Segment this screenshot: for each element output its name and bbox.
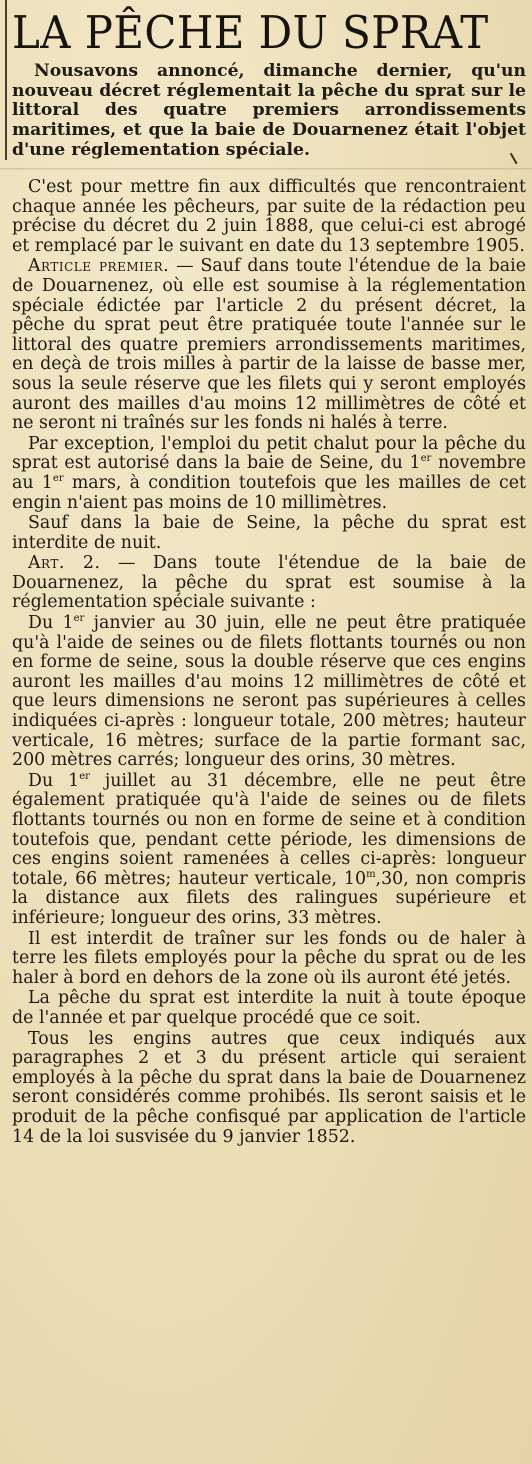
paragraph-exception — [12, 435, 526, 513]
jul-dec-text-2: juillet au 31 décembre, elle ne peut être également pratiquée qu'à l'aide de seines ou de filets flottants tournés ou non en forme de seine et à condition toutefois que, pendant cette période, les dimensions de ces engins soient ramenées à celles ci-après: longueur totale, 66 mètres; hauteur verticale, 10 — [12, 770, 526, 889]
paragraph-article-2 — [12, 554, 526, 613]
exception-text-1: Par exception, l'emploi du petit chalut pour la pêche du sprat est autorisé dans la baie de Seine, du 1 — [12, 433, 526, 474]
paragraph-intro: C'est pour mettre fin aux difficultés que rencontraient chaque année les pêcheurs, par suite de la rédaction peu précise du décret du 2 juin 1888, que celui-ci est abrogé et remplacé par le suivant en date du 13 septembre 1905. — [12, 177, 526, 256]
article-lead: Nousavons annoncé, dimanche dernier, qu'un nouveau décret réglementait la pêche du sprat sur le littoral des quatre premiers arrondissements maritimes, et que la baie de Douarnenez était l'objet d'une réglementation spéciale. — [12, 62, 526, 160]
superscript-m: m — [366, 868, 376, 880]
article-premier-text: — Sauf dans toute l'étendue de la baie de Douarnenez, où elle est soumise à la réglementation spéciale édictée par l'article 2 du présent décret, la pêche du sprat peut être pratiquée toute l'année sur le littoral des quatre premiers arrondissements maritimes, en deçà de trois milles à partir de la laisse de basse mer, sous la seule réserve que les filets qui y seront employés auront des mailles d'au moins 12 millimètres de côté et ne seront ni traînés sur les fonds ni halés à terre. — [12, 256, 526, 434]
article-title: LA PÊCHE DU SPRAT — [12, 6, 489, 59]
article-premier-heading: Article premier. — [28, 256, 170, 277]
jan-june-text-2: janvier au 30 juin, elle ne peut être pratiquée qu'à l'aide de seines ou de filets flottants tournés ou non en forme de seine, sous la double réserve que ces engins auront les mailles d'au moins 12 millimètres de côté et que leurs dimensions ne seront pas supérieures à celles indiquées ci-après : longueur totale, 200 mètres; hauteur verticale, 16 mètres; surface de la partie formant sac, 200 mètres carrés; longueur des orins, 30 mètres. — [12, 613, 526, 771]
exception-text-2: novembre au 1 — [12, 453, 526, 493]
news-article — [12, 0, 526, 1147]
superscript-er: er — [73, 613, 85, 625]
paragraph-seine-night: Sauf dans la baie de Seine, la pêche du sprat est interdite de nuit. — [12, 513, 526, 553]
superscript-er: er — [79, 771, 90, 783]
paragraph-prohibited-gear: Tous les engins autres que ceux indiqués aux paragraphes 2 et 3 du présent article qui seraient employés à la pêche du sprat dans la baie de Douarnenez seront considérés comme prohibés. Ils seront saisis et le produit de la pêche confisqué par application de l'article 14 de la loi susvisée du 9 janvier 1852. — [12, 1028, 526, 1147]
superscript-er: er — [52, 473, 64, 485]
superscript-er: er — [420, 453, 432, 465]
paragraph-article-premier — [12, 257, 526, 433]
exception-text-3: mars, à condition toutefois que les mailles de cet engin n'aient pas moins de 10 millimètres. — [12, 472, 526, 513]
paragraph-january-june — [12, 614, 526, 771]
paragraph-trawling-ban: Il est interdit de traîner sur les fonds ou de haler à terre les filets employés pour la pêche du sprat ou de les haler à bord en dehors de la zone où ils auront été jetés. — [12, 928, 526, 988]
paragraph-night-ban: La pêche du sprat est interdite la nuit à toute époque de l'année et par quelque procédé que ce soit. — [12, 988, 526, 1028]
article-2-heading: Art. 2. — [28, 553, 101, 574]
paragraph-july-december — [12, 772, 526, 929]
jul-dec-text-3: ,30, non compris la distance aux filets des ralingues supérieure et inférieure; longueur des orins, 33 mètres. — [12, 868, 526, 928]
article-2-text: — Dans toute l'étendue de la baie de Douarnenez, la pêche du sprat est soumise à la réglementation spéciale suivante : — [12, 553, 526, 613]
jul-dec-text-1: Du 1 — [28, 770, 80, 791]
jan-june-text-1: Du 1 — [28, 613, 74, 634]
column-rule — [5, 0, 7, 160]
